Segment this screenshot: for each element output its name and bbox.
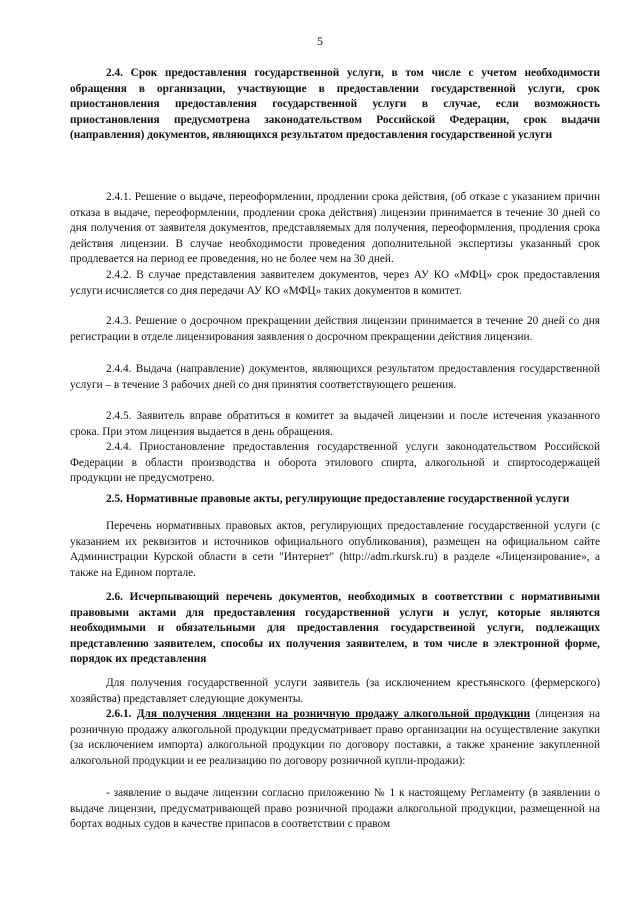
paragraph-2-4-5: 2.4.5. Заявитель вправе обратиться в комитет за выдачей лицензии и после истечения указанного срока. При этом лицензия выдается в день обращения. <box>70 410 600 438</box>
paragraph-2-6-1-title: Для получения лицензии на розничную продажу алкогольной продукции <box>136 708 531 720</box>
paragraph-2-4-2: 2.4.2. В случае представления заявителем документов, через АУ КО «МФЦ» срок предоставления услуги исчисляется со дня передачи АУ КО «МФЦ» таких документов в комитет. <box>70 269 600 297</box>
section-2-4-heading: 2.4. Срок предоставления государственной услуги, в том числе с учетом необходимости обращения в организации, участвующие в предоставлении государственной услуги, срок приостановления предоставления государственной услуги в случае, если возможность приостановления предусмотрена законодательством Российской Федерации, срок выдачи (направления) документов, являющихся результатом предоставления государственной услуги <box>70 67 600 142</box>
paragraph-2-6-1-item: - заявление о выдаче лицензии согласно приложению № 1 к настоящему Регламенту (в заявлении о выдаче лицензии, предусматривающей право розничной продажи алкогольной продукции, размещенной на бортах водных судов в качестве припасов в соответствии с правом <box>70 787 600 831</box>
page-number: 5 <box>317 34 323 48</box>
paragraph-2-4-4: 2.4.4. Выдача (направление) документов, являющихся результатом предоставления государственной услуги – в течение 3 рабочих дней со дня принятия соответствующего решения. <box>70 363 600 391</box>
paragraph-2-6-1-number: 2.6.1. <box>106 708 132 720</box>
paragraph-2-4-3: 2.4.3. Решение о досрочном прекращении действия лицензии принимается в течение 20 дней со дня регистрации в отделе лицензирования заявления о досрочном прекращении действия лицензии. <box>70 315 600 343</box>
section-2-5-heading: 2.5. Нормативные правовые акты, регулирующие предоставление государственной услуги <box>106 493 570 505</box>
paragraph-2-6-1-text: (лицензия на розничную продажу алкогольной продукции предусматривает право организации на осуществление закупки (за исключением импорта) алкогольной продукции по договору поставки, а также хранение закупленной алкогольной продукции и ее реализацию по договору розничной купли-продажи): <box>70 708 601 767</box>
paragraph-2-6-1 <box>70 707 600 769</box>
paragraph-2-6-intro: Для получения государственной услуги заявитель (за исключением крестьянского (фермерского) хозяйства) представляет следующие документы. <box>70 677 600 705</box>
section-2-6-heading: 2.6. Исчерпывающий перечень документов, необходимых в соответствии с нормативными правовыми актами для предоставления государственной услуги и услуг, которые являются необходимыми и обязательными для предоставления государственной услуги, подлежащих представлению заявителем, способы их получения заявителем, в том числе в электронной форме, порядок их представления <box>70 591 600 666</box>
paragraph-2-4-6: 2.4.4. Приостановление предоставления государственной услуги законодательством Российской Федерации в области производства и оборота этилового спирта, алкогольной и спиртосодержащей продукции не предусмотрено. <box>70 441 600 485</box>
paragraph-2-4-1: 2.4.1. Решение о выдаче, переоформлении, продлении срока действия, (об отказе с указанием причин отказа в выдаче, переоформлении, продлении срока действия) лицензии принимается в течение 30 дней со дня получения от заявителя документов, представляемых для получения, переоформления, продления срока действия лицензии. В случае необходимости проведения дополнительной экспертизы указанный срок продлевается на период ее проведения, но не более чем на 30 дней. <box>70 191 600 266</box>
paragraph-2-5-1: Перечень нормативных правовых актов, регулирующих предоставление государственной услуги (с указанием их реквизитов и источников официального опубликования), размещен на официальном сайте Администрации Курской области в сети "Интернет" (http://adm.rkursk.ru) в разделе «Лицензирование», а также на Едином портале. <box>70 520 600 579</box>
